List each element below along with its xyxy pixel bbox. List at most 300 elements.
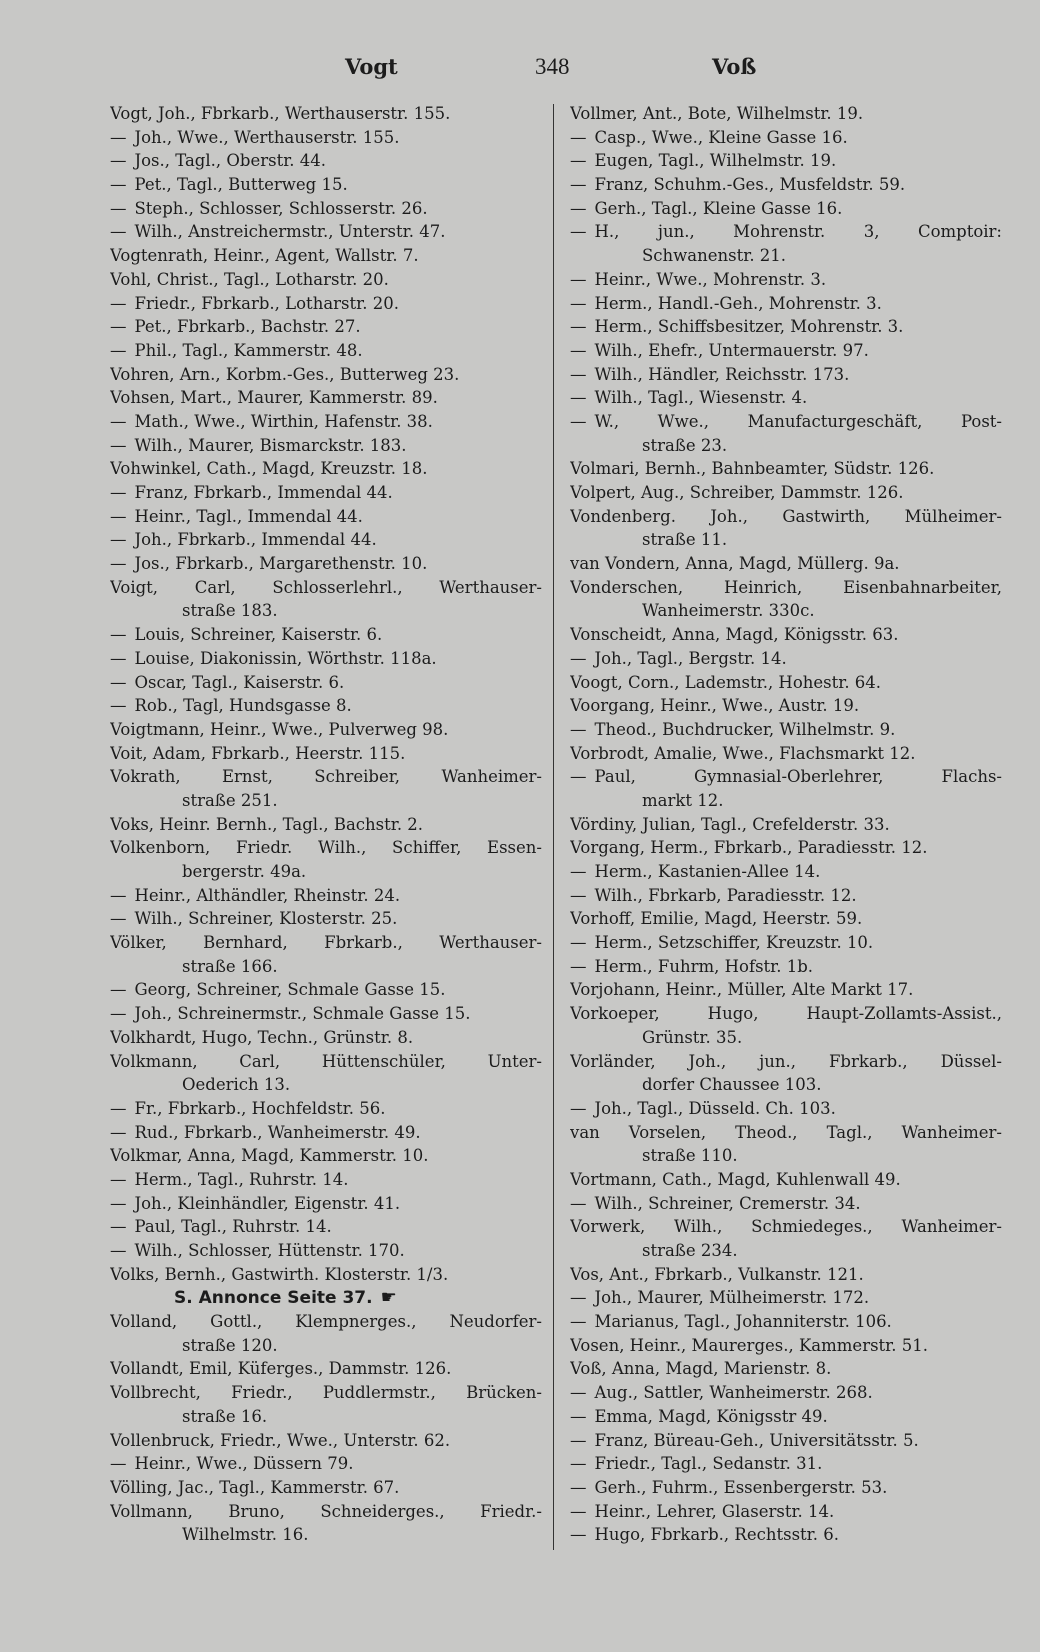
ditto-dash: —	[570, 1312, 587, 1332]
entry-text: Oederich 13.	[182, 1075, 291, 1095]
directory-entry	[570, 552, 1002, 576]
directory-entry	[570, 1429, 1002, 1453]
entry-continuation	[110, 1334, 542, 1358]
entry-continuation	[570, 1239, 1002, 1263]
directory-entry	[570, 1452, 1002, 1476]
directory-entry	[110, 1476, 542, 1500]
entry-text: Heinr., Althändler, Rheinstr. 24.	[134, 885, 401, 905]
entry-text: Math., Wwe., Wirthin, Hafenstr. 38.	[134, 411, 433, 431]
advertisement-notice	[110, 1286, 542, 1310]
ditto-dash: —	[570, 293, 587, 313]
entry-text: Louise, Diakonissin, Wörthstr. 118a.	[134, 648, 437, 668]
entry-text: Aug., Sattler, Wanheimerstr. 268.	[594, 1383, 873, 1403]
directory-entry	[110, 315, 542, 339]
directory-entry	[570, 386, 1002, 410]
directory-entry	[570, 955, 1002, 979]
ditto-dash: —	[110, 198, 127, 218]
entry-text: Wilh., Anstreichermstr., Unterstr. 47.	[134, 222, 446, 242]
ditto-dash: —	[110, 483, 127, 502]
entry-text: Voogt, Corn., Lademstr., Hohestr. 64.	[570, 672, 882, 692]
ditto-dash: —	[570, 175, 587, 195]
directory-entry	[110, 552, 542, 576]
entry-text: Vorländer, Joh., jun., Fbrkarb., Düssel-	[570, 1051, 1002, 1071]
entry-text: Voks, Heinr. Bernh., Tagl., Bachstr. 2.	[110, 814, 424, 834]
entry-text: Rud., Fbrkarb., Wanheimerstr. 49.	[134, 1122, 421, 1142]
entry-text: Vohl, Christ., Tagl., Lotharstr. 20.	[110, 269, 389, 289]
entry-text: straße 23.	[642, 435, 728, 455]
entry-text: Wilhelmstr. 16.	[182, 1525, 309, 1545]
entry-text: Vonderschen, Heinrich, Eisenbahnarbeiter,	[570, 577, 1002, 597]
page-number: 348	[535, 54, 570, 79]
entry-text: Joh., Wwe., Werthauserstr. 155.	[134, 127, 400, 147]
entry-text: Volkhardt, Hugo, Techn., Grünstr. 8.	[110, 1027, 414, 1047]
directory-entry	[570, 481, 1002, 505]
entry-text: Paul, Tagl., Ruhrstr. 14.	[134, 1217, 332, 1237]
entry-text: Herm., Handl.-Geh., Mohrenstr. 3.	[594, 293, 882, 313]
entry-text: Volmari, Bernh., Bahnbeamter, Südstr. 126.	[570, 459, 935, 479]
directory-entry	[570, 647, 1002, 671]
entry-text: Wilh., Ehefr., Untermauerstr. 97.	[594, 340, 869, 360]
directory-entry	[110, 884, 542, 908]
ditto-dash: —	[570, 1288, 587, 1308]
entry-text: Gerh., Tagl., Kleine Gasse 16.	[594, 198, 843, 218]
directory-entry	[570, 1310, 1002, 1334]
entry-text: Volkmann, Carl, Hüttenschüler, Unter-	[110, 1051, 542, 1071]
directory-entry	[110, 1381, 542, 1405]
entry-text: Vollmann, Bruno, Schneiderges., Friedr.-	[110, 1501, 542, 1521]
ditto-dash: —	[110, 127, 127, 147]
directory-entry	[110, 434, 542, 458]
entry-text: Vorbrodt, Amalie, Wwe., Flachsmarkt 12.	[570, 743, 916, 763]
directory-entry	[570, 694, 1002, 718]
entry-text: Voorgang, Heinr., Wwe., Austr. 19.	[570, 696, 860, 716]
entry-text: Vogt, Joh., Fbrkarb., Werthauserstr. 155.	[110, 104, 451, 123]
directory-entry	[110, 197, 542, 221]
ditto-dash: —	[570, 388, 587, 408]
directory-entry	[570, 1263, 1002, 1287]
directory-entry	[110, 173, 542, 197]
directory-entry	[110, 1002, 542, 1026]
directory-entry	[110, 292, 542, 316]
entry-text: Wanheimerstr. 330c.	[642, 601, 815, 621]
directory-entry	[110, 1452, 542, 1476]
entry-text: Joh., Kleinhändler, Eigenstr. 41.	[134, 1193, 401, 1213]
entry-text: straße 120.	[182, 1335, 278, 1355]
ditto-dash: —	[570, 198, 587, 218]
directory-entry	[570, 1334, 1002, 1358]
directory-entry	[570, 197, 1002, 221]
entry-text: Louis, Schreiner, Kaiserstr. 6.	[134, 625, 383, 645]
ditto-dash: —	[570, 767, 587, 787]
directory-entry	[570, 978, 1002, 1002]
entry-continuation	[110, 1523, 542, 1547]
ditto-dash: —	[570, 269, 587, 289]
directory-entry	[110, 1192, 542, 1216]
entry-text: Wilh., Maurer, Bismarckstr. 183.	[134, 435, 407, 455]
ditto-dash: —	[570, 222, 587, 242]
ditto-dash: —	[570, 317, 587, 337]
ditto-dash: —	[110, 909, 127, 929]
directory-entry	[570, 268, 1002, 292]
ditto-dash: —	[570, 340, 587, 360]
entry-text: straße 251.	[182, 790, 278, 810]
entry-continuation	[110, 789, 542, 813]
entry-text: Rob., Tagl, Hundsgasse 8.	[134, 696, 352, 716]
ditto-dash: —	[110, 1004, 127, 1024]
directory-entry	[570, 765, 1002, 789]
directory-entry	[110, 505, 542, 529]
ditto-dash: —	[110, 435, 127, 455]
entry-text: Gerh., Fuhrm., Essenbergerstr. 53.	[594, 1477, 888, 1497]
directory-entry	[110, 1500, 542, 1524]
ditto-dash: —	[110, 530, 127, 550]
entry-text: Vorjohann, Heinr., Müller, Alte Markt 17.	[570, 980, 914, 1000]
directory-entry	[570, 149, 1002, 173]
ditto-dash: —	[110, 1122, 127, 1142]
directory-entry	[110, 1026, 542, 1050]
entry-continuation	[570, 244, 1002, 268]
directory-entry	[570, 718, 1002, 742]
directory-entry	[110, 907, 542, 931]
directory-entry	[110, 1263, 542, 1287]
entry-text: Emma, Magd, Königsstr 49.	[594, 1406, 828, 1426]
entry-text: Eugen, Tagl., Wilhelmstr. 19.	[594, 151, 837, 171]
entry-continuation	[570, 528, 1002, 552]
directory-entry	[570, 1381, 1002, 1405]
entry-text: Herm., Tagl., Ruhrstr. 14.	[134, 1169, 349, 1189]
entry-text: Voigt, Carl, Schlosserlehrl., Werthauser-	[110, 577, 542, 597]
directory-entry	[570, 1215, 1002, 1239]
ditto-dash: —	[110, 554, 127, 574]
ditto-dash: —	[570, 1383, 587, 1403]
entry-text: Marianus, Tagl., Johanniterstr. 106.	[594, 1312, 892, 1332]
directory-entry	[110, 410, 542, 434]
directory-entry	[570, 1050, 1002, 1074]
entry-text: Herm., Fuhrm, Hofstr. 1b.	[594, 956, 814, 976]
entry-text: Casp., Wwe., Kleine Gasse 16.	[594, 127, 848, 147]
entry-text: Joh., Maurer, Mülheimerstr. 172.	[594, 1288, 870, 1308]
ditto-dash: —	[110, 980, 127, 1000]
entry-text: Vondenberg. Joh., Gastwirth, Mülheimer-	[570, 506, 1002, 526]
entry-text: Voigtmann, Heinr., Wwe., Pulverweg 98.	[110, 719, 449, 739]
entry-text: Pet., Tagl., Butterweg 15.	[134, 175, 348, 195]
directory-entry	[570, 813, 1002, 837]
directory-entry	[570, 1500, 1002, 1524]
ditto-dash: —	[570, 862, 587, 881]
directory-entry	[110, 268, 542, 292]
directory-entry	[110, 1310, 542, 1334]
ditto-dash: —	[110, 317, 127, 337]
entry-text: Paul, Gymnasial-Oberlehrer, Flachs-	[594, 767, 1002, 787]
entry-text: straße 11.	[642, 530, 728, 550]
entry-text: straße 16.	[182, 1406, 268, 1426]
ditto-dash: —	[570, 1406, 587, 1426]
ditto-dash: —	[110, 672, 127, 692]
entry-text: Fr., Fbrkarb., Hochfeldstr. 56.	[134, 1098, 386, 1118]
ditto-dash: —	[570, 719, 587, 739]
entry-continuation	[570, 1073, 1002, 1097]
entry-continuation	[110, 860, 542, 884]
left-column	[110, 102, 542, 1547]
entry-text: straße 183.	[182, 601, 278, 621]
entry-text: Georg, Schreiner, Schmale Gasse 15.	[134, 980, 446, 1000]
entry-text: Heinr., Wwe., Mohrenstr. 3.	[594, 269, 827, 289]
entry-text: Voit, Adam, Fbrkarb., Heerstr. 115.	[110, 743, 406, 763]
entry-continuation	[110, 1405, 542, 1429]
right-column	[570, 102, 1002, 1547]
entry-text: Vorgang, Herm., Fbrkarb., Paradiesstr. 12.	[570, 838, 928, 858]
directory-entry	[570, 907, 1002, 931]
directory-entry	[570, 220, 1002, 244]
entry-text: Vorkoeper, Hugo, Haupt-Zollamts-Assist.,	[570, 1004, 1002, 1024]
ditto-dash: —	[110, 696, 127, 716]
entry-text: H., jun., Mohrenstr. 3, Comptoir:	[594, 222, 1002, 242]
entry-text: Vohren, Arn., Korbm.-Ges., Butterweg 23.	[110, 364, 460, 384]
directory-entry	[570, 742, 1002, 766]
entry-text: Franz, Fbrkarb., Immendal 44.	[134, 483, 393, 502]
entry-text: Voß, Anna, Magd, Marienstr. 8.	[570, 1359, 832, 1379]
directory-entry	[110, 220, 542, 244]
directory-entry	[570, 315, 1002, 339]
entry-text: Volpert, Aug., Schreiber, Dammstr. 126.	[570, 483, 904, 502]
running-head-first-name: Vogt	[345, 54, 398, 79]
entry-text: Wilh., Fbrkarb, Paradiesstr. 12.	[594, 885, 857, 905]
directory-entry	[110, 813, 542, 837]
directory-entry	[570, 457, 1002, 481]
entry-text: Joh., Fbrkarb., Immendal 44.	[134, 530, 377, 550]
directory-entry	[110, 836, 542, 860]
ditto-dash: —	[110, 1454, 127, 1474]
entry-text: Vokrath, Ernst, Schreiber, Wanheimer-	[110, 767, 542, 787]
entry-text: Friedr., Fbrkarb., Lotharstr. 20.	[134, 293, 399, 313]
entry-text: Hugo, Fbrkarb., Rechtsstr. 6.	[594, 1525, 839, 1545]
column-divider	[553, 104, 554, 1550]
directory-entry	[110, 978, 542, 1002]
ditto-dash: —	[110, 1193, 127, 1213]
directory-entry	[110, 1097, 542, 1121]
entry-text: Franz, Büreau-Geh., Universitätsstr. 5.	[594, 1430, 919, 1450]
entry-continuation	[570, 1144, 1002, 1168]
ditto-dash: —	[570, 127, 587, 147]
ditto-dash: —	[110, 151, 127, 171]
directory-entry	[110, 1215, 542, 1239]
directory-entry	[570, 102, 1002, 126]
ditto-dash: —	[110, 175, 127, 195]
ditto-dash: —	[110, 222, 127, 242]
directory-entry	[110, 694, 542, 718]
entry-text: straße 234.	[642, 1241, 738, 1260]
directory-entry	[110, 528, 542, 552]
ditto-dash: —	[570, 648, 587, 668]
ditto-dash: —	[110, 1098, 127, 1118]
directory-entry	[110, 671, 542, 695]
directory-entry	[110, 1121, 542, 1145]
directory-entry	[110, 623, 542, 647]
directory-entry	[570, 126, 1002, 150]
ditto-dash: —	[570, 1501, 587, 1521]
entry-text: Vördiny, Julian, Tagl., Crefelderstr. 33.	[570, 814, 890, 834]
entry-text: van Vondern, Anna, Magd, Müllerg. 9a.	[570, 554, 900, 574]
directory-entry	[570, 1286, 1002, 1310]
directory-entry	[110, 765, 542, 789]
entry-text: Wilh., Tagl., Wiesenstr. 4.	[594, 388, 808, 408]
entry-continuation	[110, 955, 542, 979]
ditto-dash: —	[110, 1217, 127, 1237]
directory-entry	[570, 292, 1002, 316]
entry-text: Vollbrecht, Friedr., Puddlermstr., Brücken-	[110, 1383, 542, 1403]
directory-entry	[110, 576, 542, 600]
ditto-dash: —	[570, 1525, 587, 1545]
directory-entry	[110, 339, 542, 363]
ditto-dash: —	[570, 1430, 587, 1450]
entry-text: Jos., Fbrkarb., Margarethenstr. 10.	[134, 554, 428, 574]
directory-entry	[110, 1239, 542, 1263]
entry-continuation	[570, 789, 1002, 813]
entry-text: Herm., Schiffsbesitzer, Mohrenstr. 3.	[594, 317, 904, 337]
entry-text: Theod., Buchdrucker, Wilhelmstr. 9.	[594, 719, 896, 739]
entry-continuation	[570, 434, 1002, 458]
directory-entry	[570, 860, 1002, 884]
directory-entry	[570, 576, 1002, 600]
ditto-dash: —	[110, 506, 127, 526]
entry-text: Vollandt, Emil, Küferges., Dammstr. 126.	[110, 1359, 452, 1379]
ditto-dash: —	[570, 1477, 587, 1497]
directory-entry	[570, 1523, 1002, 1547]
directory-entry	[570, 505, 1002, 529]
directory-entry	[110, 1357, 542, 1381]
entry-text: bergerstr. 49a.	[182, 862, 307, 881]
ditto-dash: —	[570, 885, 587, 905]
directory-entry	[110, 244, 542, 268]
directory-entry	[570, 1476, 1002, 1500]
entry-text: Friedr., Tagl., Sedanstr. 31.	[594, 1454, 823, 1474]
ditto-dash: —	[570, 1098, 587, 1118]
entry-text: Franz, Schuhm.-Ges., Musfeldstr. 59.	[594, 175, 906, 195]
entry-text: Jos., Tagl., Oberstr. 44.	[134, 151, 327, 171]
entry-text: Vogtenrath, Heinr., Agent, Wallstr. 7.	[110, 246, 419, 266]
entry-text: Volks, Bernh., Gastwirth. Klosterstr. 1/3.	[110, 1264, 449, 1284]
entry-continuation	[110, 599, 542, 623]
entry-text: Vorhoff, Emilie, Magd, Heerstr. 59.	[570, 909, 863, 929]
directory-entry	[570, 1121, 1002, 1145]
directory-entry	[110, 386, 542, 410]
entry-text: S. Annonce Seite 37.	[174, 1288, 373, 1309]
entry-text: Vollenbruck, Friedr., Wwe., Unterstr. 62.	[110, 1430, 451, 1450]
ditto-dash: —	[110, 340, 127, 360]
directory-entry	[110, 1168, 542, 1192]
directory-entry	[570, 339, 1002, 363]
directory-entry	[110, 363, 542, 387]
directory-entry	[110, 1144, 542, 1168]
directory-entry	[570, 884, 1002, 908]
ditto-dash: —	[570, 151, 587, 171]
entry-text: Wilh., Schreiner, Klosterstr. 25.	[134, 909, 398, 929]
entry-text: Herm., Kastanien-Allee 14.	[594, 862, 821, 881]
entry-text: Schwanenstr. 21.	[642, 246, 787, 266]
directory-entry	[110, 126, 542, 150]
entry-text: Grünstr. 35.	[642, 1027, 743, 1047]
pointing-hand-icon: ☛	[380, 1287, 397, 1309]
entry-continuation	[570, 599, 1002, 623]
directory-entry	[570, 623, 1002, 647]
directory-entry	[570, 410, 1002, 434]
entry-text: Pet., Fbrkarb., Bachstr. 27.	[134, 317, 361, 337]
entry-text: Wilh., Schlosser, Hüttenstr. 170.	[134, 1241, 405, 1260]
entry-text: Vonscheidt, Anna, Magd, Königsstr. 63.	[570, 625, 899, 645]
entry-text: Wilh., Schreiner, Cremerstr. 34.	[594, 1193, 861, 1213]
entry-continuation	[110, 1073, 542, 1097]
entry-text: Völker, Bernhard, Fbrkarb., Werthauser-	[110, 933, 542, 953]
entry-text: Vos, Ant., Fbrkarb., Vulkanstr. 121.	[570, 1264, 864, 1284]
ditto-dash: —	[110, 1241, 127, 1260]
directory-entry	[570, 363, 1002, 387]
entry-text: Wilh., Händler, Reichsstr. 173.	[594, 364, 850, 384]
entry-text: Vohsen, Mart., Maurer, Kammerstr. 89.	[110, 388, 438, 408]
ditto-dash: —	[110, 648, 127, 668]
ditto-dash: —	[110, 293, 127, 313]
entry-text: straße 166.	[182, 956, 278, 976]
entry-text: straße 110.	[642, 1146, 738, 1166]
directory-entry	[570, 931, 1002, 955]
ditto-dash: —	[570, 1193, 587, 1213]
directory-entry	[110, 149, 542, 173]
entry-text: Vollmer, Ant., Bote, Wilhelmstr. 19.	[570, 104, 864, 123]
directory-entry	[570, 1097, 1002, 1121]
ditto-dash: —	[570, 411, 587, 431]
directory-entry	[570, 671, 1002, 695]
directory-entry	[110, 481, 542, 505]
ditto-dash: —	[570, 933, 587, 953]
entry-text: Joh., Schreinermstr., Schmale Gasse 15.	[134, 1004, 471, 1024]
entry-text: van Vorselen, Theod., Tagl., Wanheimer-	[570, 1122, 1002, 1142]
directory-entry	[570, 173, 1002, 197]
directory-entry	[110, 102, 542, 126]
entry-text: dorfer Chaussee 103.	[642, 1075, 822, 1095]
running-head-last-name: Voß	[712, 54, 757, 79]
directory-entry	[570, 836, 1002, 860]
ditto-dash: —	[570, 956, 587, 976]
directory-entry	[110, 647, 542, 671]
entry-text: Heinr., Lehrer, Glaserstr. 14.	[594, 1501, 835, 1521]
entry-text: Heinr., Tagl., Immendal 44.	[134, 506, 363, 526]
entry-text: Heinr., Wwe., Düssern 79.	[134, 1454, 354, 1474]
entry-text: Völling, Jac., Tagl., Kammerstr. 67.	[110, 1477, 400, 1497]
ditto-dash: —	[110, 625, 127, 645]
directory-entry	[570, 1002, 1002, 1026]
entry-continuation	[570, 1026, 1002, 1050]
entry-text: markt 12.	[642, 790, 724, 810]
directory-entry	[110, 931, 542, 955]
entry-text: Joh., Tagl., Bergstr. 14.	[594, 648, 787, 668]
ditto-dash: —	[110, 885, 127, 905]
entry-text: W., Wwe., Manufacturgeschäft, Post-	[594, 411, 1002, 431]
ditto-dash: —	[570, 364, 587, 384]
entry-text: Volkenborn, Friedr. Wilh., Schiffer, Essen-	[110, 838, 542, 858]
entry-text: Vortmann, Cath., Magd, Kuhlenwall 49.	[570, 1169, 901, 1189]
directory-entry	[110, 457, 542, 481]
entry-text: Volland, Gottl., Klempnerges., Neudorfer-	[110, 1312, 542, 1332]
entry-text: Vohwinkel, Cath., Magd, Kreuzstr. 18.	[110, 459, 428, 479]
entry-text: Joh., Tagl., Düsseld. Ch. 103.	[594, 1098, 836, 1118]
entry-text: Vorwerk, Wilh., Schmiedeges., Wanheimer-	[570, 1217, 1002, 1237]
directory-entry	[570, 1168, 1002, 1192]
directory-entry	[570, 1357, 1002, 1381]
entry-text: Phil., Tagl., Kammerstr. 48.	[134, 340, 363, 360]
directory-entry	[110, 718, 542, 742]
entry-text: Herm., Setzschiffer, Kreuzstr. 10.	[594, 933, 874, 953]
entry-text: Volkmar, Anna, Magd, Kammerstr. 10.	[110, 1146, 429, 1166]
directory-entry	[110, 1050, 542, 1074]
